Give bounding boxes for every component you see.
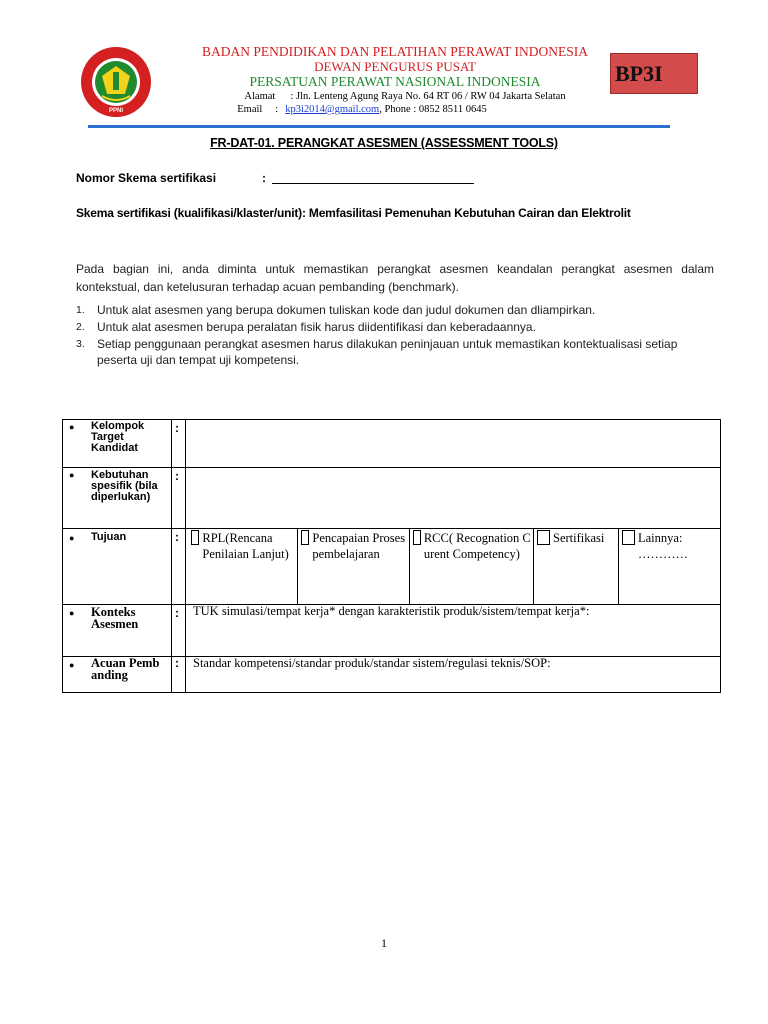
list-number: 2. bbox=[76, 321, 85, 333]
col-divider bbox=[297, 528, 298, 604]
intro-paragraph: Pada bagian ini, anda diminta untuk memastikan perangkat asesmen keandalan perangkat asesmen dalam kontekstual, dan ketelusuran terhadap acuan pembanding (benchmark). bbox=[76, 262, 714, 294]
document-title: FR-DAT-01. PERANGKAT ASESMEN (ASSESSMENT TOOLS) bbox=[210, 136, 558, 150]
row-divider bbox=[63, 467, 720, 468]
colon: : bbox=[175, 469, 179, 483]
list-text: Untuk alat asesmen yang berupa dokumen tuliskan kode dan judul dokumen dan dliampirkan. bbox=[97, 303, 596, 317]
nomor-label: Nomor Skema sertifikasi bbox=[76, 171, 217, 185]
list-item bbox=[76, 302, 716, 318]
checkbox-rpl[interactable] bbox=[191, 530, 199, 545]
row-divider bbox=[63, 528, 720, 529]
col-divider bbox=[185, 420, 186, 693]
tujuan-label: Tujuan bbox=[91, 531, 127, 543]
bp3i-badge bbox=[610, 53, 698, 94]
bullet: ● bbox=[69, 422, 75, 432]
col-divider bbox=[533, 528, 534, 604]
checkbox-rcc[interactable] bbox=[413, 530, 421, 545]
kelompok-target-field[interactable] bbox=[187, 422, 717, 466]
col-divider bbox=[409, 528, 410, 604]
colon: : bbox=[175, 606, 179, 620]
instruction-list bbox=[76, 302, 716, 369]
header-divider bbox=[88, 125, 670, 128]
list-number: 1. bbox=[76, 304, 85, 316]
bullet: ● bbox=[69, 533, 75, 543]
kelompok-target-label: Kelompok Target Kandidat bbox=[91, 420, 145, 454]
colon: : bbox=[175, 421, 179, 435]
kebutuhan-spesifik-label: Kebutuhan spesifik (bila diperlukan) bbox=[91, 469, 158, 503]
col-divider bbox=[618, 528, 619, 604]
option-label: Pencapaian Proses pembelajaran bbox=[312, 531, 406, 561]
list-item bbox=[76, 336, 716, 368]
acuan-pembanding-label: Acuan Pembanding bbox=[91, 656, 160, 682]
col-divider bbox=[171, 420, 172, 693]
option-sertifikasi[interactable] bbox=[537, 530, 617, 546]
nomor-colon: : bbox=[262, 171, 266, 185]
option-label: RCC( Recognation Curent Competency) bbox=[423, 531, 531, 561]
email-label: Email bbox=[237, 104, 263, 115]
bullet: ● bbox=[69, 660, 75, 670]
option-rpl[interactable] bbox=[191, 530, 295, 562]
nomor-blank-field[interactable] bbox=[272, 183, 474, 184]
checkbox-pencapaian[interactable] bbox=[301, 530, 309, 545]
list-number: 3. bbox=[76, 338, 85, 350]
list-item bbox=[76, 319, 716, 335]
konteks-asesmen-text: TUK simulasi/tempat kerja* dengan karakteristik produk/sistem/tempat kerja*: bbox=[193, 604, 590, 618]
option-label: Sertifikasi bbox=[553, 531, 605, 545]
svg-text:PPNI: PPNI bbox=[108, 108, 124, 114]
contact-block bbox=[160, 90, 650, 116]
org-line-3: PERSATUAN PERAWAT NASIONAL INDONESIA bbox=[249, 74, 541, 89]
org-line-1: BADAN PENDIDIKAN DAN PELATIHAN PERAWAT INDONESIA bbox=[201, 44, 589, 59]
list-text: Setiap penggunaan perangkat asesmen harus dilakukan peninjauan untuk memastikan kontektualisasi setiap peserta uji dan tempat uji kompetensi. bbox=[97, 337, 678, 367]
colon: : bbox=[175, 656, 179, 670]
nomor-skema-row bbox=[76, 171, 266, 185]
ppni-logo bbox=[80, 46, 152, 118]
page-number: 1 bbox=[381, 936, 387, 950]
assessment-table bbox=[62, 419, 721, 693]
checkbox-lainnya[interactable] bbox=[622, 530, 635, 545]
option-pencapaian[interactable] bbox=[301, 530, 407, 562]
org-heading bbox=[160, 44, 630, 90]
konteks-asesmen-label: Konteks Asesmen bbox=[91, 605, 139, 631]
kebutuhan-spesifik-field[interactable] bbox=[187, 470, 717, 526]
colon: : bbox=[175, 530, 179, 544]
option-rcc[interactable] bbox=[413, 530, 531, 562]
email-sep: : bbox=[275, 104, 279, 115]
option-label: Lainnya: ………… bbox=[638, 531, 688, 561]
bullet: ● bbox=[69, 608, 75, 618]
skema-sertifikasi: Skema sertifikasi (kualifikasi/klaster/unit): Memfasilitasi Pemenuhan Kebutuhan Cairan dan Elektrolit bbox=[76, 206, 631, 220]
phone-text: , Phone : 0852 8511 0645 bbox=[379, 104, 487, 115]
email-link[interactable]: kp3i2014@gmail.com bbox=[285, 104, 380, 115]
list-text: Untuk alat asesmen berupa peralatan fisik harus diidentifikasi dan keberadaannya. bbox=[97, 320, 536, 334]
option-label: RPL(Rencana Penilaian Lanjut) bbox=[202, 531, 289, 561]
org-line-2: DEWAN PENGURUS PUSAT bbox=[314, 59, 476, 74]
address-label: Alamat bbox=[244, 91, 276, 102]
address-value: : Jln. Lenteng Agung Raya No. 64 RT 06 / RW 04 Jakarta Selatan bbox=[290, 91, 566, 102]
option-lainnya[interactable] bbox=[622, 530, 718, 562]
checkbox-sertifikasi[interactable] bbox=[537, 530, 550, 545]
acuan-pembanding-text: Standar kompetensi/standar produk/standar sistem/regulasi teknis/SOP: bbox=[193, 656, 551, 670]
badge-label: BP3I bbox=[615, 60, 663, 86]
bullet: ● bbox=[69, 470, 75, 480]
